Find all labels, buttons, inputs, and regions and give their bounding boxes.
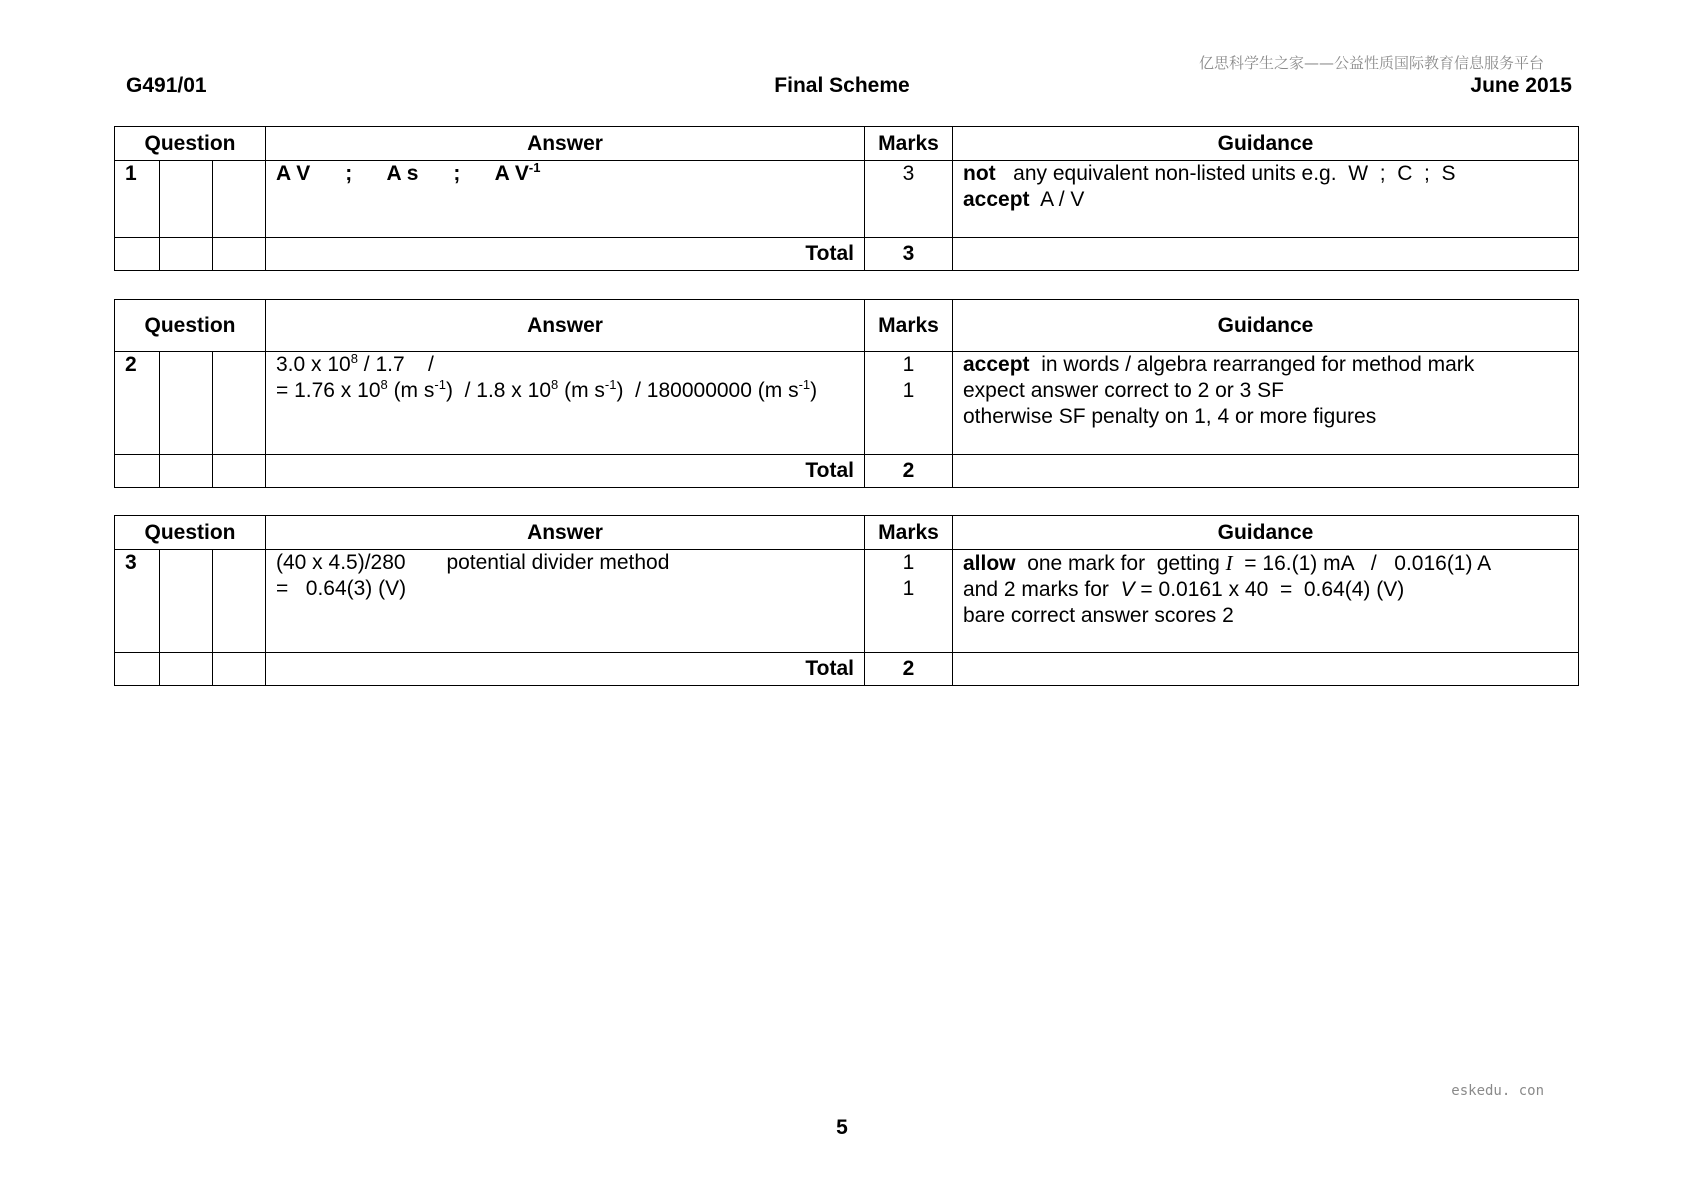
guidance-text: one mark for getting <box>1027 552 1226 575</box>
exponent: -1 <box>604 377 617 392</box>
table-header-row <box>115 516 1579 550</box>
marks-cell <box>865 352 953 455</box>
answer-text: ) / 1.8 x 10 <box>445 379 552 402</box>
empty-cell <box>213 238 266 271</box>
header-guidance: Guidance <box>953 516 1579 550</box>
exponent: -1 <box>434 377 446 392</box>
guidance-text: = 0.0161 x 40 = 0.64(4) (V) <box>1134 578 1405 601</box>
answer-text: (m s <box>558 379 605 402</box>
exponent: 8 <box>350 351 358 366</box>
unit-1: A V <box>276 162 311 185</box>
empty-cell <box>115 238 160 271</box>
mark-value: 1 <box>902 353 915 376</box>
header-marks: Marks <box>865 300 953 352</box>
empty-cell <box>160 653 213 686</box>
watermark-top: 亿思科学生之家——公益性质国际教育信息服务平台 <box>1198 54 1544 72</box>
empty-cell <box>213 653 266 686</box>
guidance-variable: I <box>1225 551 1233 575</box>
question-subpart-cell <box>213 352 266 455</box>
exponent: 8 <box>551 377 559 392</box>
empty-cell <box>953 455 1579 488</box>
table-row <box>115 161 1579 238</box>
guidance-cell <box>953 550 1579 653</box>
empty-cell <box>953 238 1579 271</box>
marks-cell: 3 <box>865 161 953 238</box>
total-row <box>115 653 1579 686</box>
guidance-text: in words / algebra rearranged for method mark <box>1041 353 1475 376</box>
question-number: 3 <box>115 550 160 653</box>
guidance-text: bare correct answer scores 2 <box>963 604 1234 627</box>
table-header-row <box>115 127 1579 161</box>
answer-cell <box>266 352 865 455</box>
empty-cell <box>953 653 1579 686</box>
header-marks: Marks <box>865 127 953 161</box>
total-label: Total <box>266 455 865 488</box>
question-number: 1 <box>115 161 160 238</box>
empty-cell <box>160 455 213 488</box>
guidance-keyword: accept <box>963 353 1030 376</box>
question-2-table <box>114 299 1579 488</box>
paper-code: G491/01 <box>126 74 207 97</box>
guidance-text: A / V <box>1040 188 1085 211</box>
answer-text: 3.0 x 10 <box>276 353 351 376</box>
guidance-text: = 16.(1) mA / 0.016(1) A <box>1232 552 1492 575</box>
unit-3-exponent: -1 <box>528 160 541 175</box>
answer-cell <box>266 161 865 238</box>
question-subpart-cell <box>213 550 266 653</box>
watermark-bottom: eskedu. con <box>1451 1083 1544 1099</box>
marks-cell <box>865 550 953 653</box>
unit-3: A V <box>494 162 529 185</box>
header-answer: Answer <box>266 516 865 550</box>
guidance-text: and 2 marks for <box>963 578 1121 601</box>
answer-cell <box>266 550 865 653</box>
document-title: Final Scheme <box>774 74 910 97</box>
mark-value: 1 <box>902 379 915 402</box>
table-row <box>115 550 1579 653</box>
header-question: Question <box>115 300 266 352</box>
total-label: Total <box>266 653 865 686</box>
header-guidance: Guidance <box>953 300 1579 352</box>
question-3-table <box>114 515 1579 686</box>
page-number: 5 <box>836 1116 848 1139</box>
guidance-text: otherwise SF penalty on 1, 4 or more figures <box>963 405 1377 428</box>
answer-text: (m s <box>387 379 435 402</box>
answer-text: = 0.64(3) (V) <box>276 577 407 600</box>
total-marks: 2 <box>865 653 953 686</box>
guidance-variable: V <box>1120 578 1135 601</box>
total-row <box>115 455 1579 488</box>
guidance-text: any equivalent non-listed units e.g. W ; C ; S <box>1013 162 1456 185</box>
answer-text: = 1.76 x 10 <box>276 379 381 402</box>
answer-text: ) <box>810 379 818 402</box>
total-marks: 3 <box>865 238 953 271</box>
document-date: June 2015 <box>1470 74 1572 97</box>
total-marks: 2 <box>865 455 953 488</box>
answer-text: (40 x 4.5)/280 <box>276 551 406 574</box>
guidance-cell <box>953 161 1579 238</box>
total-row <box>115 238 1579 271</box>
header-guidance: Guidance <box>953 127 1579 161</box>
table-row <box>115 352 1579 455</box>
table-header-row <box>115 300 1579 352</box>
empty-cell <box>213 455 266 488</box>
guidance-keyword: not <box>963 162 996 185</box>
header-question: Question <box>115 127 266 161</box>
guidance-keyword: accept <box>963 188 1030 211</box>
empty-cell <box>160 238 213 271</box>
answer-text: ) / 180000000 (m s <box>616 379 799 402</box>
question-1-table <box>114 126 1579 271</box>
mark-value: 1 <box>902 551 915 574</box>
guidance-keyword: allow <box>963 552 1016 575</box>
separator-2: ; <box>453 162 461 185</box>
mark-value: 1 <box>902 577 915 600</box>
method-note: potential divider method <box>446 551 670 574</box>
unit-2: A s <box>386 162 419 185</box>
question-number: 2 <box>115 352 160 455</box>
exponent: -1 <box>798 377 811 392</box>
question-part-cell <box>160 352 213 455</box>
answer-text: / 1.7 / <box>357 353 434 376</box>
header-question: Question <box>115 516 266 550</box>
guidance-cell <box>953 352 1579 455</box>
header-answer: Answer <box>266 300 865 352</box>
total-label: Total <box>266 238 865 271</box>
question-part-cell <box>160 161 213 238</box>
question-part-cell <box>160 550 213 653</box>
empty-cell <box>115 653 160 686</box>
question-subpart-cell <box>213 161 266 238</box>
header-answer: Answer <box>266 127 865 161</box>
empty-cell <box>115 455 160 488</box>
separator-1: ; <box>345 162 353 185</box>
header-marks: Marks <box>865 516 953 550</box>
exponent: 8 <box>380 377 388 392</box>
guidance-text: expect answer correct to 2 or 3 SF <box>963 379 1284 402</box>
